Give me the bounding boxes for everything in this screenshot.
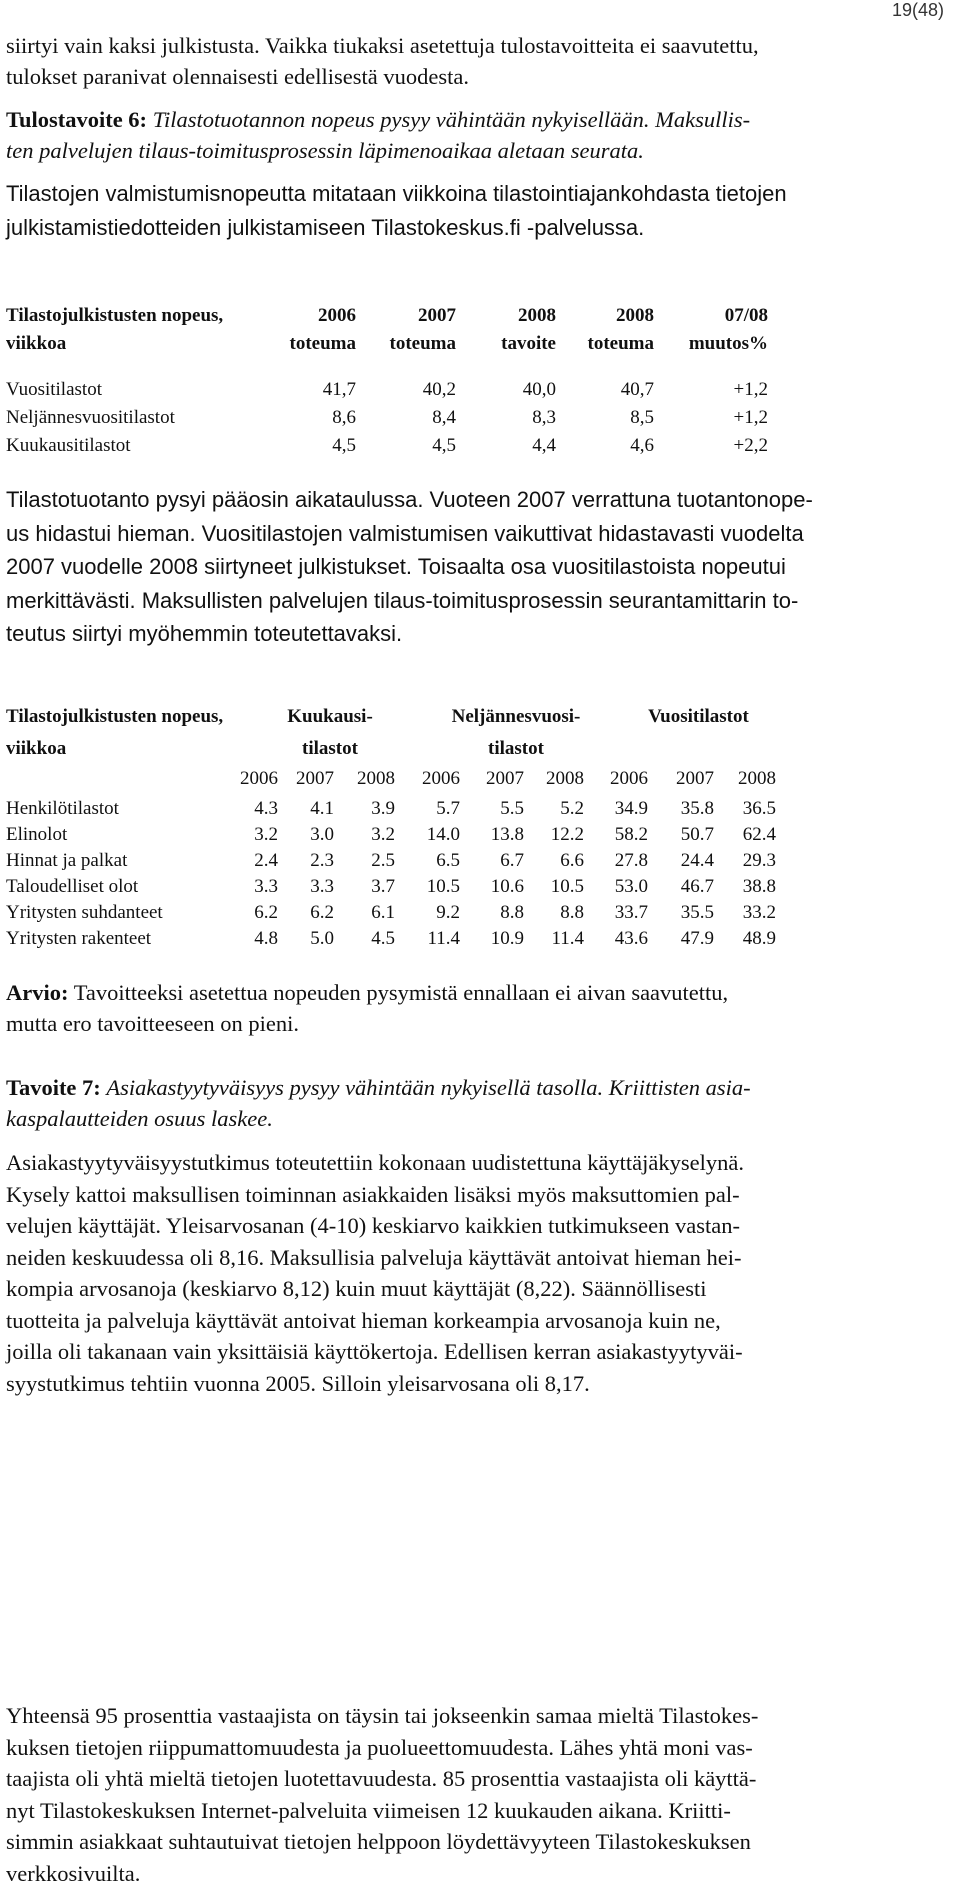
text-line: syystutkimus tehtiin vuonna 2005. Silloin yleisarvosana oli 8,17. (6, 1370, 590, 1396)
table-cell: 13.8 (490, 824, 524, 845)
intro-paragraph (6, 30, 926, 92)
goal-6-paragraph (6, 104, 926, 166)
table-cell: 3.7 (371, 876, 395, 897)
goal-7-paragraph (6, 1072, 926, 1134)
table-cell: 36.5 (742, 798, 776, 819)
table-cell: 4.1 (310, 798, 334, 819)
table-header: Tilastojulkistusten nopeus, (6, 305, 224, 326)
table-header: 07/08 (724, 305, 768, 326)
table-cell: 4,5 (332, 435, 356, 456)
table-cell: 6.7 (500, 850, 524, 871)
table-cell: +2,2 (733, 435, 768, 456)
table-header: 2008 (518, 305, 556, 326)
text-line (6, 1072, 926, 1103)
text-line: kompia arvosanoja (keskiarvo 8,12) kuin muut käyttäjät (8,22). Säännöllisesti (6, 1276, 707, 1301)
year-header: 2006 (240, 768, 278, 789)
table-cell: 5.2 (560, 798, 584, 819)
text-line: Tilastojen valmistumisnopeutta mitataan viikkoina tilastointiajankohdasta tietojen (6, 181, 787, 206)
text-line: Asiakastyytyväisyystutkimus toteutettiin kokonaan uudistettuna käyttäjäkyselynä. (6, 1150, 745, 1175)
group-header-monthly: tilastot (302, 738, 358, 759)
assessment-text: Tavoitteeksi asetettua nopeuden pysymistä ennallaan ei aivan saavutettu, (73, 980, 729, 1005)
table-cell: 27.8 (614, 850, 648, 871)
table-cell: 12.2 (550, 824, 584, 845)
table-cell: 34.9 (614, 798, 648, 819)
assessment-paragraph (6, 977, 926, 1039)
year-header: 2007 (296, 768, 334, 789)
table-header: tavoite (501, 333, 556, 354)
goal-7-text: Asiakastyytyväisyys pysyy vähintään nykyisellä tasolla. Kriittisten asia- (106, 1075, 751, 1100)
text-line: nyt Tilastokeskuksen Internet-palveluita viimeisen 12 kuukauden aikana. Kriitti- (6, 1797, 731, 1823)
row-label: Hinnat ja palkat (6, 850, 128, 871)
table-cell: 3.0 (310, 824, 334, 845)
table-title: Tilastojulkistusten nopeus, (6, 706, 224, 727)
table-cell: 2.3 (310, 850, 334, 871)
table-cell: 48.9 (742, 928, 776, 949)
table-header: 2007 (418, 305, 456, 326)
table-cell: 3.2 (371, 824, 395, 845)
goal-6-text-cont: ten palvelujen tilaus-toimitusprosessin läpimenoaikaa aletaan seurata. (6, 138, 644, 163)
text-line: tuotteita ja palveluja käyttävät antoivat hieman korkeampia arvosanoja kuin ne, (6, 1307, 721, 1333)
year-header: 2006 (422, 768, 460, 789)
table-cell: 11.4 (551, 928, 584, 949)
table-header: 2008 (616, 305, 654, 326)
text-line: Kysely kattoi maksullisen toiminnan asiakkaiden lisäksi myös maksuttomien pal- (6, 1181, 740, 1207)
table-cell: 9.2 (436, 902, 460, 923)
table-cell: 4,5 (432, 435, 456, 456)
table-cell: 6.5 (436, 850, 460, 871)
group-header-quarterly: Neljännesvuosi- (451, 706, 581, 727)
table-cell: 50.7 (680, 824, 714, 845)
survey-results-paragraph (6, 1700, 926, 1889)
table-cell: 10.9 (490, 928, 524, 949)
table-cell: 41,7 (322, 379, 356, 400)
text-line: us hidastui hieman. Vuositilastojen valmistumisen vaikuttivat hidastavasti vuodelta (6, 520, 804, 546)
goal-6-text: Tilastotuotannon nopeus pysyy vähintään nykyisellään. Maksullis- (152, 107, 751, 132)
text-line: merkittävästi. Maksullisten palvelujen tilaus-toimitusprosessin seurantamittarin to- (6, 587, 799, 613)
table-cell: 10.6 (490, 876, 524, 897)
table-cell: 6.2 (254, 902, 278, 923)
survey-paragraph (6, 1147, 926, 1399)
text-line (6, 104, 926, 135)
table-cell: 33.7 (614, 902, 648, 923)
year-header: 2007 (676, 768, 714, 789)
text-line (6, 1103, 926, 1134)
table-cell: 58.2 (614, 824, 648, 845)
row-label: Taloudelliset olot (6, 876, 139, 897)
table-cell: 8.8 (500, 902, 524, 923)
table-cell: +1,2 (733, 407, 768, 428)
table-cell: 43.6 (614, 928, 648, 949)
text-line: Yhteensä 95 prosenttia vastaajista on täysin tai jokseenkin samaa mieltä Tilastokes- (6, 1703, 759, 1728)
text-line: julkistamistiedotteiden julkistamiseen Tilastokeskus.fi -palvelussa. (6, 215, 645, 240)
measurement-paragraph (6, 177, 926, 245)
text-line: tulokset paranivat olennaisesti edellisestä vuodesta. (6, 64, 469, 89)
table-cell: +1,2 (733, 379, 768, 400)
row-label: Vuositilastot (6, 379, 102, 400)
table-cell: 47.9 (680, 928, 714, 949)
table-cell: 4,6 (630, 435, 654, 456)
table-cell: 5.5 (500, 798, 524, 819)
table-cell: 8,6 (332, 407, 356, 428)
page-number: 19(48) (891, 0, 944, 20)
year-header: 2007 (486, 768, 524, 789)
group-header-monthly: Kuukausi- (287, 706, 373, 727)
goal-7-label: Tavoite 7: (6, 1075, 101, 1100)
assessment-label: Arvio: (6, 980, 69, 1005)
text-line: verkkosivuilta. (6, 1860, 141, 1886)
text-line: neiden keskuudessa oli 8,16. Maksullisia palveluja käyttävät antoivat hieman hei- (6, 1244, 742, 1270)
text-line (6, 135, 926, 166)
group-header-quarterly: tilastot (488, 738, 544, 759)
table-cell: 35.8 (680, 798, 714, 819)
year-header: 2006 (610, 768, 648, 789)
table-header: 2006 (318, 305, 356, 326)
year-header: 2008 (738, 768, 776, 789)
table-cell: 38.8 (742, 876, 776, 897)
table-cell: 40,0 (522, 379, 556, 400)
year-header: 2008 (357, 768, 395, 789)
table-cell: 4.5 (371, 928, 395, 949)
table-cell: 14.0 (426, 824, 460, 845)
row-label: Elinolot (6, 824, 68, 845)
table-cell: 8,3 (532, 407, 556, 428)
table-cell: 3.9 (371, 798, 395, 819)
text-line: 2007 vuodelle 2008 siirtyneet julkistukset. Toisaalta osa vuositilastoista nopeutui (6, 554, 786, 579)
table-cell: 2.4 (254, 850, 278, 871)
table-cell: 5.7 (436, 798, 460, 819)
table-cell: 6.2 (310, 902, 334, 923)
group-header-yearly: Vuositilastot (648, 706, 749, 727)
table-cell: 6.6 (560, 850, 584, 871)
table-cell: 33.2 (742, 902, 776, 923)
text-line: teutus siirtyi myöhemmin toteutettavaksi. (6, 621, 403, 646)
table-cell: 35.5 (680, 902, 714, 923)
text-line: joilla oli takanaan vain yksittäisiä käyttökertoja. Edellisen kerran asiakastyytyväi- (6, 1339, 743, 1364)
row-label: Henkilötilastot (6, 798, 119, 819)
table-header: toteuma (587, 333, 654, 354)
table-cell: 5.0 (310, 928, 334, 949)
table-cell: 3.2 (254, 824, 278, 845)
text-line: mutta ero tavoitteeseen on pieni. (6, 1011, 300, 1036)
table-header: toteuma (289, 333, 356, 354)
text-line: taajista oli yhtä mieltä tietojen luotettavuudesta. 85 prosenttia vastaajista oli käyttä- (6, 1766, 757, 1791)
row-label: Yritysten suhdanteet (6, 902, 163, 923)
goal-6-label: Tulostavoite 6: (6, 107, 148, 132)
row-label: Neljännesvuositilastot (6, 407, 175, 428)
table-cell: 46.7 (680, 876, 714, 897)
table-cell: 29.3 (742, 850, 776, 871)
table-cell: 53.0 (614, 876, 648, 897)
table-cell: 40,7 (620, 379, 654, 400)
table-cell: 4,4 (532, 435, 556, 456)
table-cell: 11.4 (427, 928, 460, 949)
table-cell: 8.8 (560, 902, 584, 923)
table-cell: 2.5 (371, 850, 395, 871)
table-cell: 24.4 (680, 850, 714, 871)
table-cell: 8,5 (630, 407, 654, 428)
table-cell: 6.1 (371, 902, 395, 923)
production-paragraph (6, 483, 926, 651)
row-label: Kuukausitilastot (6, 435, 131, 456)
table-cell: 10.5 (426, 876, 460, 897)
text-line: siirtyi vain kaksi julkistusta. Vaikka tiukaksi asetettuja tulostavoitteita ei saavutettu, (6, 33, 759, 58)
text-line: Tilastotuotanto pysyi pääosin aikataulussa. Vuoteen 2007 verrattuna tuotantonope- (6, 487, 813, 512)
table-cell: 4.3 (254, 798, 278, 819)
table-cell: 3.3 (254, 876, 278, 897)
table-cell: 8,4 (432, 407, 456, 428)
table-cell: 3.3 (310, 876, 334, 897)
goal-7-text-cont: kaspalautteiden osuus laskee. (6, 1106, 273, 1131)
table-cell: 4.8 (254, 928, 278, 949)
text-line: simmin asiakkaat suhtautuivat tietojen helppoon löydettävyyteen Tilastokeskuksen (6, 1829, 751, 1854)
text-line (6, 977, 926, 1008)
text-line: kuksen tietojen riippumattomuudesta ja puolueettomuudesta. Lähes yhtä moni vas- (6, 1734, 753, 1760)
row-label: Yritysten rakenteet (6, 928, 152, 949)
year-header: 2008 (546, 768, 584, 789)
table-header: viikkoa (6, 333, 67, 354)
table-cell: 10.5 (550, 876, 584, 897)
table-cell: 62.4 (742, 824, 776, 845)
table-header: toteuma (389, 333, 456, 354)
text-line: velujen käyttäjät. Yleisarvosanan (4-10) keskiarvo kaikkien tutkimukseen vastan- (6, 1213, 740, 1238)
table-title: viikkoa (6, 738, 67, 759)
table-header: muutos% (688, 333, 768, 354)
table-cell: 40,2 (422, 379, 456, 400)
